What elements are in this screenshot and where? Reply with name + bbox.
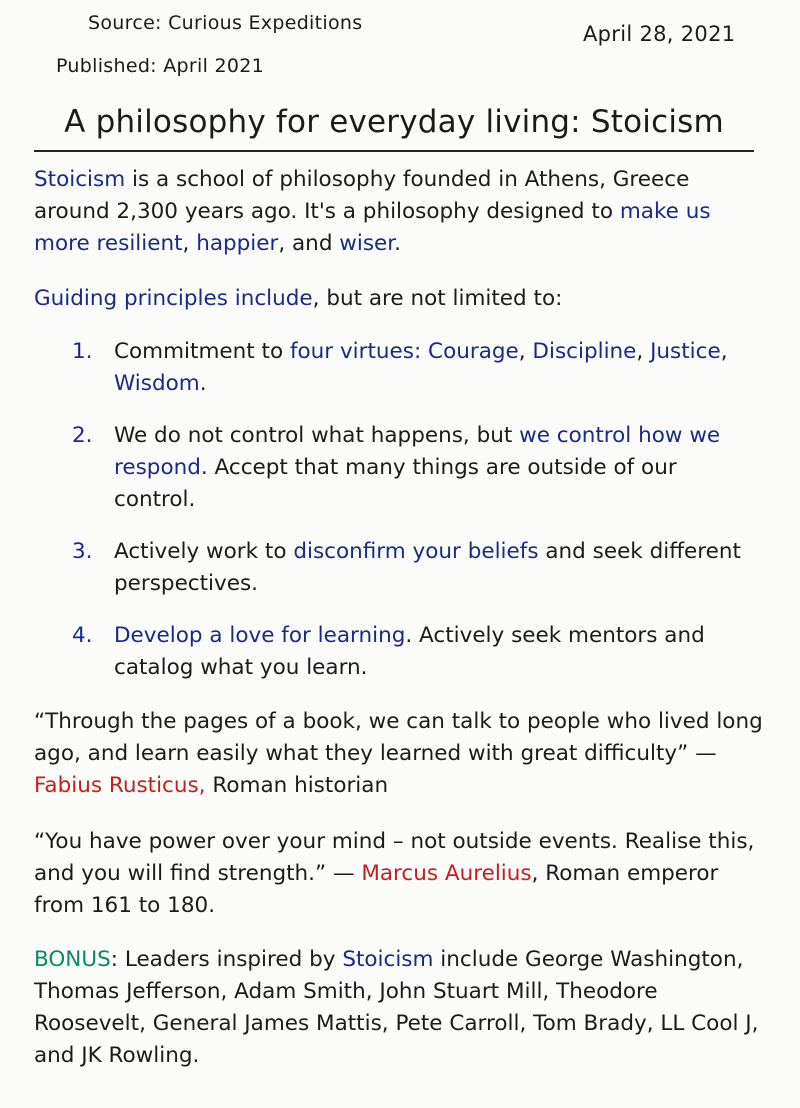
- item-text: . Actively seek mentors and catalog what you learn.: [114, 623, 705, 680]
- item-highlight: Discipline: [532, 339, 637, 364]
- quote-role: Roman historian: [205, 773, 389, 798]
- list-item: [72, 536, 752, 600]
- item-highlight: Develop a love for learning: [114, 623, 406, 648]
- intro-resilient: make us more resilient: [34, 199, 711, 256]
- intro-comma: ,: [182, 231, 197, 256]
- item-highlight: we control how we respond: [114, 423, 721, 480]
- bonus-stoicism: Stoicism: [342, 947, 434, 972]
- item-highlight: disconfirm your beliefs: [293, 539, 539, 564]
- item-highlight: four virtues: Courage: [289, 339, 519, 364]
- intro-paragraph: [34, 164, 764, 260]
- item-text: .: [199, 371, 207, 396]
- bonus-text: : Leaders inspired by: [110, 947, 343, 972]
- item-number: 4.: [72, 623, 93, 648]
- bonus-leaders: include George Washington, Thomas Jefferson, Adam Smith, John Stuart Mill, Theodore Roosevelt, General James Mattis, Pete Carroll, Tom Brady, LL Cool J, and JK Rowling.: [34, 947, 759, 1068]
- bonus-label: BONUS: [34, 947, 111, 972]
- item-text: and seek different perspectives.: [114, 539, 741, 596]
- item-number: 3.: [72, 539, 93, 564]
- published-line: Published: April 2021: [56, 55, 265, 77]
- intro-wiser: wiser: [339, 231, 395, 256]
- quote-text: “You have power over your mind – not outside events. Realise this, and you will find strength.” —: [34, 829, 755, 886]
- list-item: [72, 336, 752, 400]
- bonus-paragraph: [34, 944, 764, 1072]
- guide-text: , but are not limited to:: [312, 286, 563, 311]
- item-text: ,: [636, 339, 651, 364]
- intro-stoicism: Stoicism: [34, 167, 126, 192]
- quote-role: , Roman emperor from 161 to 180.: [34, 861, 719, 918]
- source-line: Source: Curious Expeditions: [88, 12, 363, 34]
- item-highlight: Wisdom: [114, 371, 200, 396]
- intro-and: , and: [278, 231, 340, 256]
- list-item: [72, 620, 752, 684]
- item-number: 1.: [72, 339, 93, 364]
- date-line: April 28, 2021: [583, 22, 736, 46]
- intro-text: is a school of philosophy founded in Athens, Greece around 2,300 years ago. It's a philosophy designed to: [34, 167, 690, 224]
- quote-aurelius: [34, 826, 764, 922]
- item-text: ,: [720, 339, 728, 364]
- principles-list: [72, 336, 752, 704]
- principles-intro: [34, 283, 764, 315]
- quote-author: Fabius Rusticus,: [34, 773, 206, 798]
- list-item: [72, 420, 752, 516]
- item-highlight: Justice: [650, 339, 721, 364]
- quote-author: Marcus Aurelius: [361, 861, 532, 886]
- item-text: . Accept that many things are outside of our control.: [114, 455, 677, 512]
- page-title: A philosophy for everyday living: Stoicism: [64, 104, 724, 140]
- item-number: 2.: [72, 423, 93, 448]
- quote-rusticus: [34, 706, 764, 802]
- intro-period: .: [394, 231, 401, 256]
- item-text: ,: [518, 339, 533, 364]
- item-text: Actively work to: [114, 539, 294, 564]
- item-text: We do not control what happens, but: [114, 423, 520, 448]
- intro-happier: happier: [196, 231, 279, 256]
- guide-highlight: Guiding principles include: [34, 286, 313, 311]
- item-text: Commitment to: [114, 339, 290, 364]
- title-underline: [34, 150, 754, 152]
- quote-text: “Through the pages of a book, we can talk to people who lived long ago, and learn easily what they learned with great difficulty” —: [34, 709, 763, 766]
